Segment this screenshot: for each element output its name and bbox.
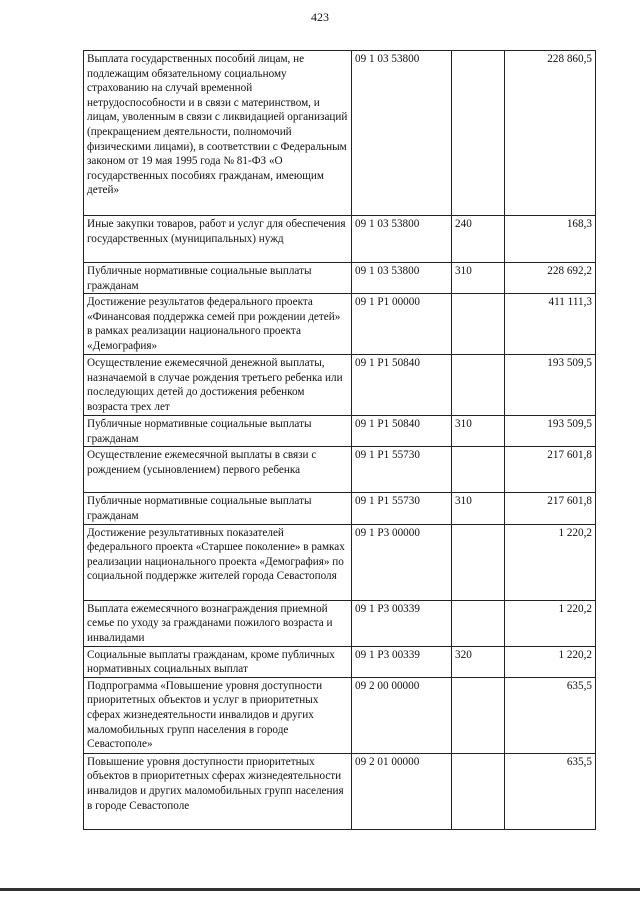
table-row bbox=[84, 447, 596, 493]
row-code: 09 1 P1 00000 bbox=[352, 294, 452, 355]
row-amount: 168,3 bbox=[505, 216, 596, 263]
row-amount: 228 860,5 bbox=[505, 51, 596, 216]
row-code: 09 1 P3 00000 bbox=[352, 524, 452, 600]
row-code: 09 2 00 00000 bbox=[352, 677, 452, 753]
table-row bbox=[84, 216, 596, 263]
row-name: Выплата государственных пособий лицам, не подлежащим обязательному социальному страхованию на случай временной нетрудоспособности и в связи с материнством, и лицам, уволенным в связи с ликвидацией организаций (прекращением деятельности, полномочий физическими лицами), в соответствии с Федеральным законом от 19 мая 1995 года № 81-ФЗ «О государственных пособиях гражданам, имеющим детей» bbox=[84, 51, 352, 216]
table-row bbox=[84, 600, 596, 646]
row-amount: 1 220,2 bbox=[505, 646, 596, 677]
row-amount: 217 601,8 bbox=[505, 447, 596, 493]
table-row bbox=[84, 524, 596, 600]
row-expense-type: 310 bbox=[452, 263, 505, 294]
row-amount: 1 220,2 bbox=[505, 524, 596, 600]
row-amount: 217 601,8 bbox=[505, 493, 596, 524]
row-code: 09 2 01 00000 bbox=[352, 753, 452, 829]
row-code: 09 1 03 53800 bbox=[352, 263, 452, 294]
row-expense-type: 310 bbox=[452, 416, 505, 447]
row-name: Выплата ежемесячного вознаграждения приемной семье по уходу за гражданами пожилого возраста и инвалидами bbox=[84, 600, 352, 646]
table-row bbox=[84, 51, 596, 216]
row-expense-type bbox=[452, 294, 505, 355]
row-expense-type bbox=[452, 51, 505, 216]
row-name: Осуществление ежемесячной выплаты в связи с рождением (усыновлением) первого ребенка bbox=[84, 447, 352, 493]
row-expense-type bbox=[452, 677, 505, 753]
row-amount: 411 111,3 bbox=[505, 294, 596, 355]
row-code: 09 1 P3 00339 bbox=[352, 600, 452, 646]
table-row bbox=[84, 294, 596, 355]
row-amount: 635,5 bbox=[505, 753, 596, 829]
page-number: 423 bbox=[311, 10, 329, 24]
row-expense-type: 310 bbox=[452, 493, 505, 524]
row-expense-type bbox=[452, 524, 505, 600]
table-row bbox=[84, 493, 596, 524]
row-expense-type bbox=[452, 600, 505, 646]
table-row bbox=[84, 355, 596, 416]
row-amount: 1 220,2 bbox=[505, 600, 596, 646]
row-amount: 228 692,2 bbox=[505, 263, 596, 294]
row-name: Социальные выплаты гражданам, кроме публичных нормативных социальных выплат bbox=[84, 646, 352, 677]
row-code: 09 1 P1 55730 bbox=[352, 493, 452, 524]
budget-table bbox=[83, 50, 596, 830]
table-row bbox=[84, 677, 596, 753]
row-code: 09 1 03 53800 bbox=[352, 216, 452, 263]
row-expense-type bbox=[452, 447, 505, 493]
row-expense-type: 320 bbox=[452, 646, 505, 677]
row-name: Достижение результативных показателей федерального проекта «Старшее поколение» в рамках реализации национального проекта «Демография» по социальной поддержке жителей города Севастополя bbox=[84, 524, 352, 600]
row-code: 09 1 P1 50840 bbox=[352, 416, 452, 447]
row-name: Осуществление ежемесячной денежной выплаты, назначаемой в случае рождения третьего ребенка или последующих детей до достижения ребенком возраста трех лет bbox=[84, 355, 352, 416]
row-expense-type bbox=[452, 355, 505, 416]
row-name: Публичные нормативные социальные выплаты гражданам bbox=[84, 416, 352, 447]
scan-edge-divider bbox=[0, 888, 640, 891]
table-row bbox=[84, 753, 596, 829]
row-expense-type bbox=[452, 753, 505, 829]
row-amount: 193 509,5 bbox=[505, 416, 596, 447]
row-name: Публичные нормативные социальные выплаты гражданам bbox=[84, 263, 352, 294]
row-code: 09 1 P3 00339 bbox=[352, 646, 452, 677]
row-code: 09 1 P1 55730 bbox=[352, 447, 452, 493]
table-row bbox=[84, 416, 596, 447]
row-expense-type: 240 bbox=[452, 216, 505, 263]
row-name: Иные закупки товаров, работ и услуг для обеспечения государственных (муниципальных) нужд bbox=[84, 216, 352, 263]
row-amount: 635,5 bbox=[505, 677, 596, 753]
row-name: Достижение результатов федерального проекта «Финансовая поддержка семей при рождении детей» в рамках реализации национального проекта «Демография» bbox=[84, 294, 352, 355]
table-row bbox=[84, 646, 596, 677]
row-code: 09 1 P1 50840 bbox=[352, 355, 452, 416]
row-name: Публичные нормативные социальные выплаты гражданам bbox=[84, 493, 352, 524]
table-row bbox=[84, 263, 596, 294]
row-amount: 193 509,5 bbox=[505, 355, 596, 416]
row-name: Подпрограмма «Повышение уровня доступности приоритетных объектов и услуг в приоритетных сферах жизнедеятельности инвалидов и других маломобильных групп населения в городе Севастополе» bbox=[84, 677, 352, 753]
row-name: Повышение уровня доступности приоритетных объектов в приоритетных сферах жизнедеятельности инвалидов и других маломобильных групп населения в городе Севастополе bbox=[84, 753, 352, 829]
row-code: 09 1 03 53800 bbox=[352, 51, 452, 216]
